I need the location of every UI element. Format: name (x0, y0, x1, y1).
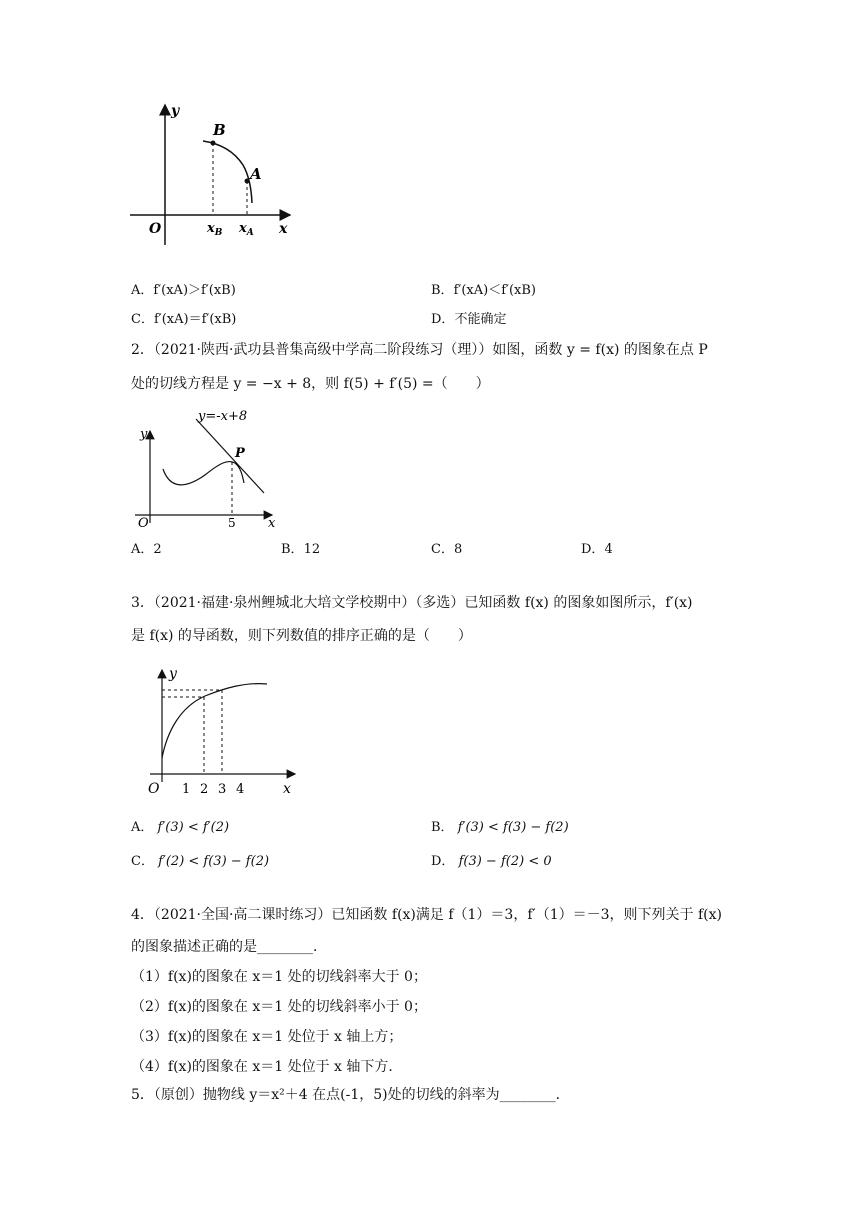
q3-label-y: y (169, 666, 177, 682)
q3-stem-line1: 3．（2021·福建·泉州鲤城北大培文学校期中）（多选）已知函数 f(x) 的图象如图所示，f′(x) (131, 595, 693, 611)
q2-label-origin: O (138, 516, 149, 530)
q2-label-p: P (235, 446, 245, 461)
q2-stem-line2: 处的切线方程是 y = −x + 8，则 f(5) + f′(5) =（ ） (131, 376, 490, 392)
q3-option-d: D． f(3) − f(2) < 0 (431, 854, 552, 869)
q4-stem-line1: 4．（2021·全国·高二课时练习）已知函数 f(x)满足 f（1）＝3，f′（1）＝－3，则下列关于 f(x) (131, 907, 722, 923)
q5-stem: 5．（原创）抛物线 y＝x²＋4 在点(-1，5)处的切线的斜率为________． (131, 1087, 570, 1103)
q3-tick-1: 1 (182, 782, 191, 797)
q3-figure (145, 662, 300, 802)
q1-label-a: A (250, 165, 262, 183)
q1-option-b: B．f′(xA)＜f′(xB) (431, 283, 536, 298)
q3-tick-4: 4 (236, 782, 245, 797)
q2-option-c: C．8 (431, 542, 463, 557)
q2-stem-line1: 2．（2021·陕西·武功县普集高级中学高二阶段练习（理））如图，函数 y = f(x) 的图象在点 P (131, 342, 708, 358)
q1-label-b: B (213, 121, 226, 139)
q3-tick-2: 2 (200, 782, 209, 797)
q1-label-y: y (171, 103, 180, 119)
q2-label-x: x (268, 516, 276, 530)
q3-option-b: B． f′(3) < f(3) − f(2) (431, 820, 569, 835)
q3-label-origin: O (148, 781, 160, 797)
q3-curve (162, 684, 267, 758)
q1-figure (125, 95, 300, 245)
q1-curve (203, 141, 252, 203)
q4-item-2: （2）f(x)的图象在 x＝1 处的切线斜率小于 0； (131, 999, 427, 1015)
q1-option-a: A．f′(xA)＞f′(xB) (131, 283, 236, 298)
q4-item-3: （3）f(x)的图象在 x＝1 处位于 x 轴上方； (131, 1029, 403, 1045)
q3-stem-line2: 是 f(x) 的导函数，则下列数值的排序正确的是（ ） (131, 628, 472, 644)
q2-figure (130, 405, 280, 530)
q1-option-d: D．不能确定 (431, 312, 507, 327)
q3-tick-3: 3 (218, 782, 227, 797)
q2-tangent-line (196, 419, 264, 493)
q2-label-y: y (140, 427, 148, 442)
q4-stem-line2: 的图象描述正确的是________． (131, 939, 327, 955)
q4-item-1: （1）f(x)的图象在 x＝1 处的切线斜率大于 0； (131, 969, 427, 985)
q4-item-4: （4）f(x)的图象在 x＝1 处位于 x 轴下方． (131, 1059, 403, 1075)
q1-label-x: x (279, 221, 288, 237)
q1-point-a (245, 179, 250, 184)
q2-option-d: D．4 (581, 542, 613, 557)
q1-tick-xa: $x_A$ (239, 221, 254, 238)
q3-option-a: A． f′(3) < f′(2) (131, 820, 230, 835)
q3-option-c: C． f′(2) < f(3) − f(2) (131, 854, 270, 869)
q1-option-c: C．f′(xA)＝f′(xB) (131, 312, 237, 327)
q2-option-a: A．2 (131, 542, 162, 557)
q3-label-x: x (283, 781, 291, 797)
q1-label-origin: O (149, 221, 162, 237)
q2-tick-5: 5 (228, 516, 236, 530)
q1-tick-xb: $x_B$ (207, 221, 223, 238)
q2-option-b: B．12 (281, 542, 321, 557)
q2-tangent-label: y=-x+8 (198, 409, 248, 424)
q1-point-b (211, 141, 216, 146)
